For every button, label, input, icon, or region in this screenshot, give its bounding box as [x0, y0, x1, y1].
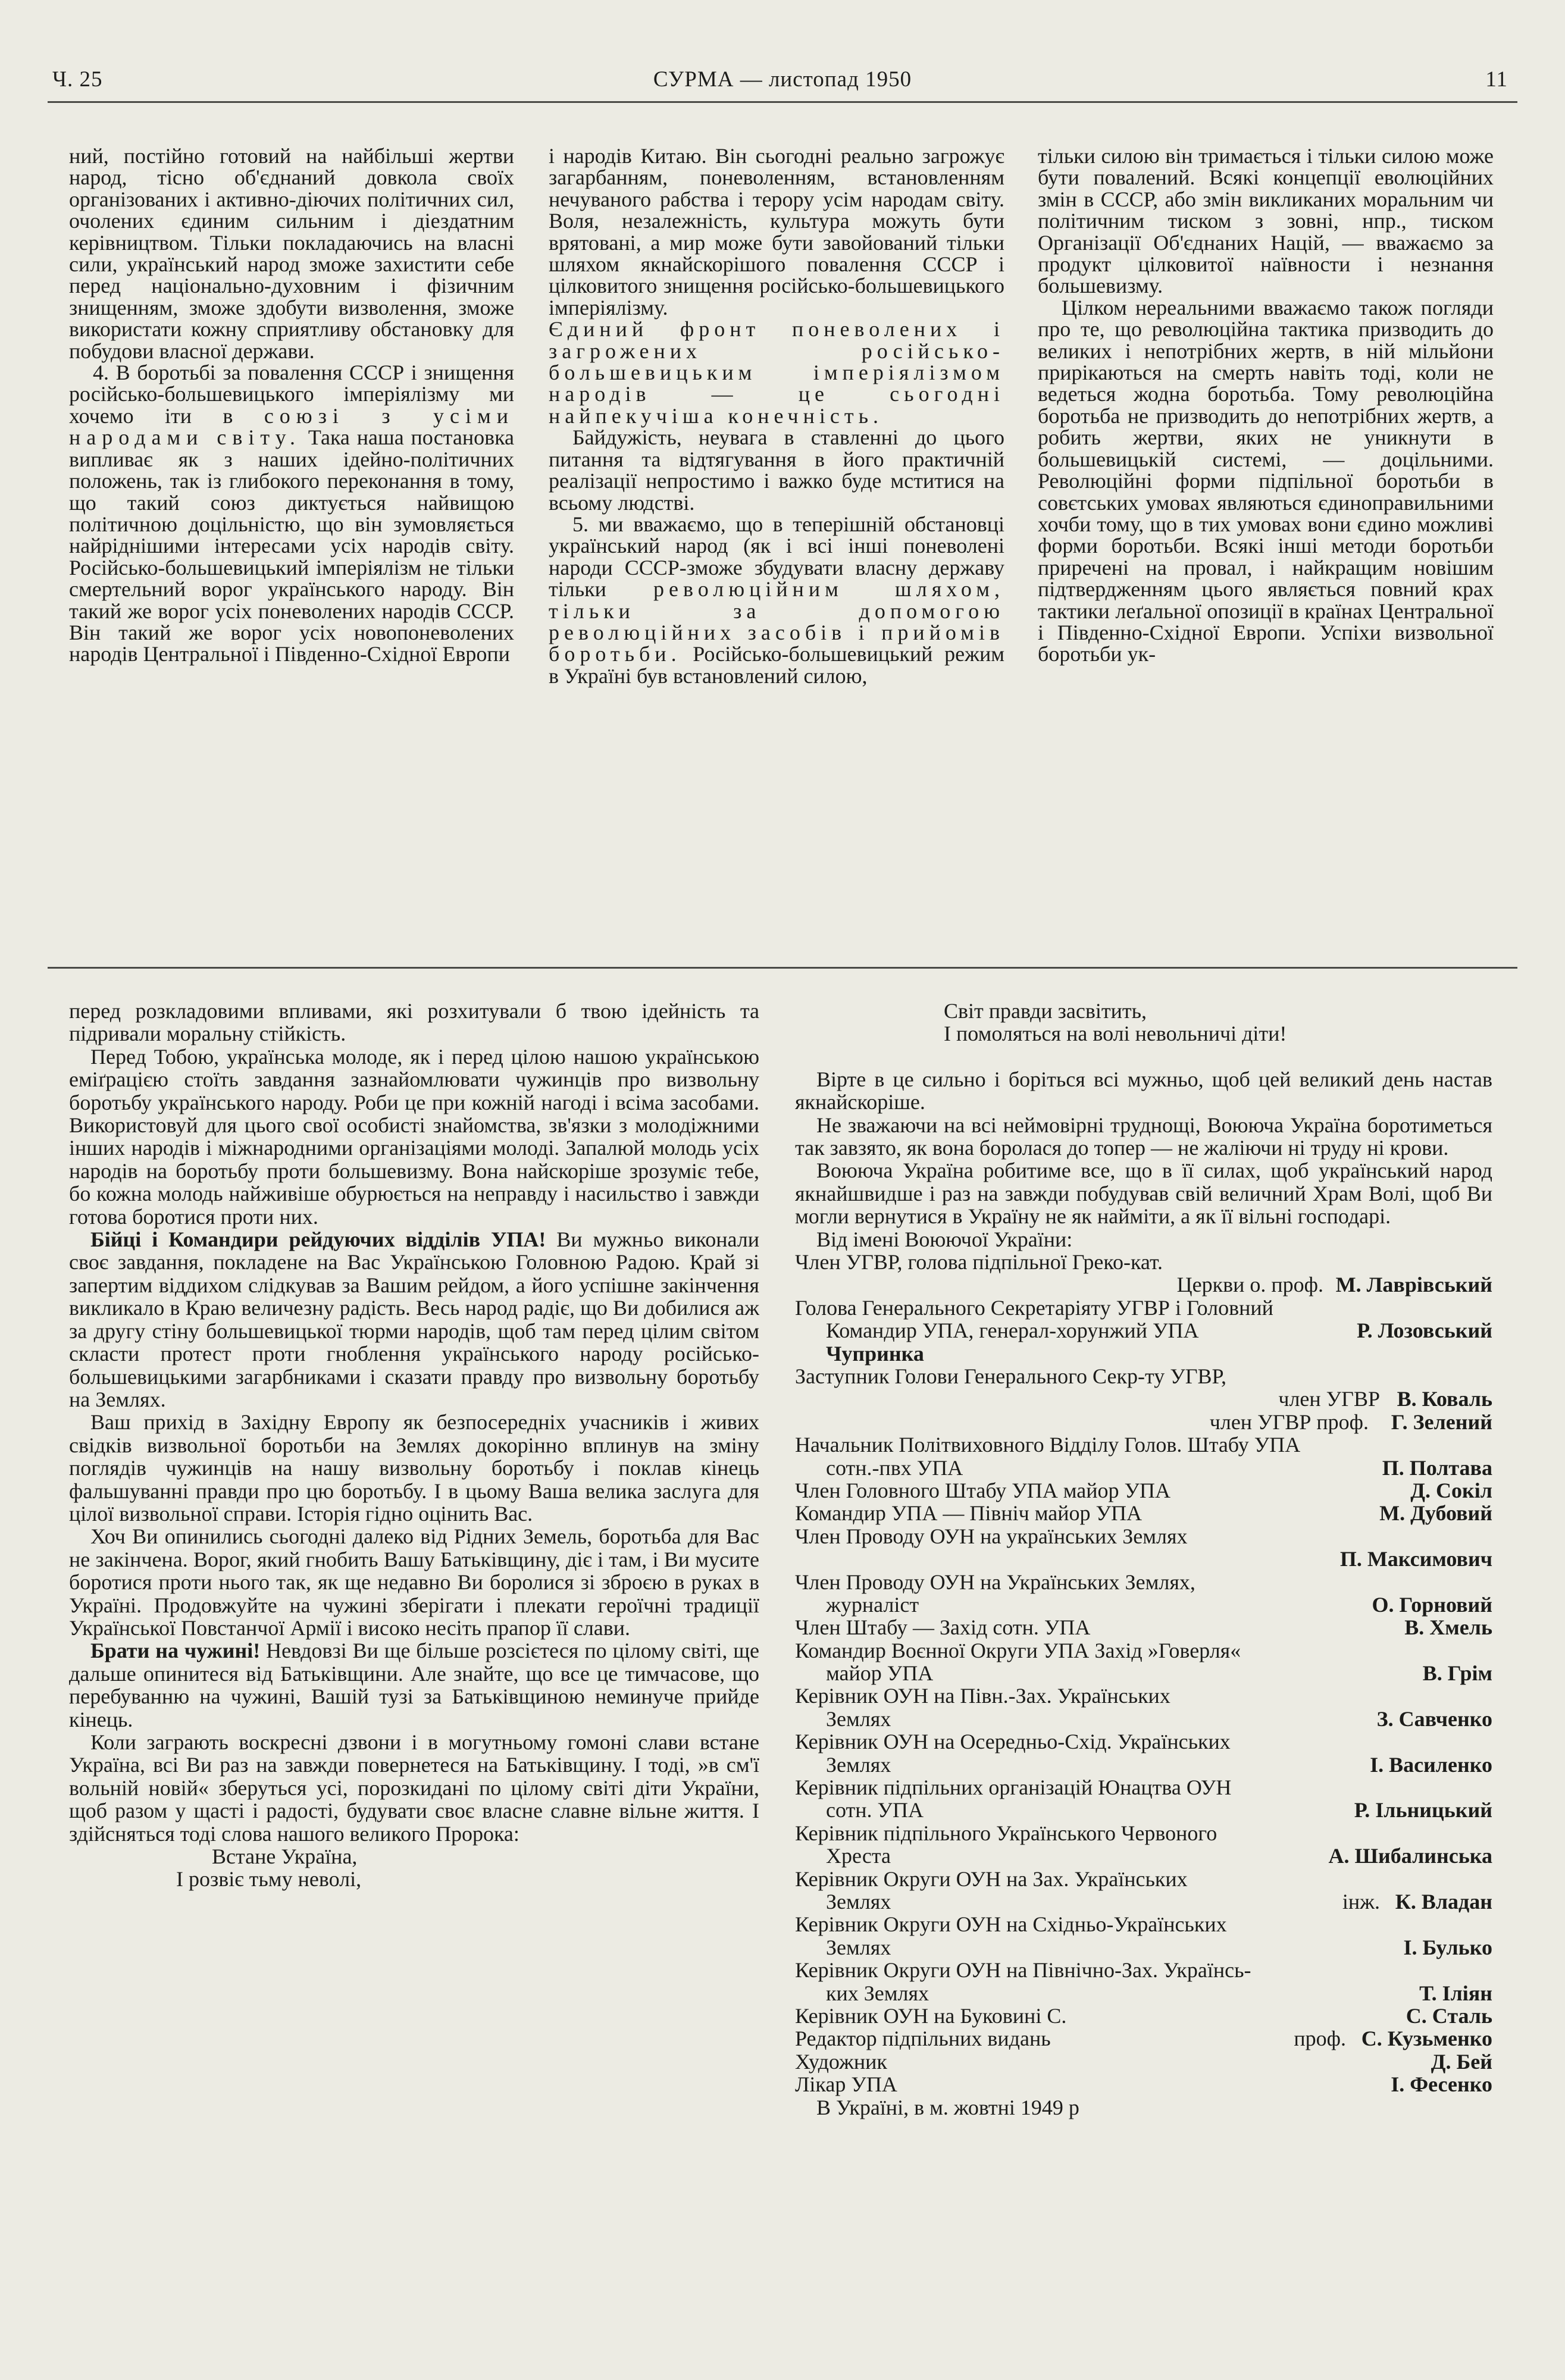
signatory-line — [795, 1571, 1492, 1593]
signatory-role: Член Проводу ОУН на Українських Землях, — [795, 1570, 1195, 1594]
signatory-line — [795, 1844, 1492, 1867]
signatory-line — [795, 1982, 1492, 2005]
signatory-role: Командир УПА — Північ майор УПА — [795, 1501, 1143, 1526]
bottom-column-right — [795, 1000, 1492, 2119]
signatory-line — [795, 1616, 1492, 1639]
signatory-line — [795, 1822, 1492, 1844]
signatory-role: Керівник Округи ОУН на Східньо-Українських — [795, 1912, 1227, 1937]
signatory-name: К. Владан — [1395, 1890, 1492, 1914]
signatory-name: В. Хмель — [1404, 1615, 1492, 1640]
text-run: 4. В боротьбі за повалення СССР і знищення російсько-большевицького імперіялізму ми хочемо іти в — [69, 361, 514, 428]
signatory-line — [795, 1548, 1492, 1570]
signatory-line — [795, 1868, 1492, 1890]
signatory-role: Художник — [795, 2049, 887, 2074]
place-date: В Україні, в м. жовтні 1949 р — [816, 2095, 1079, 2119]
signatory-name: Р. Ільницький — [1354, 1798, 1492, 1822]
poem-line: І помоляться на волі невольничі діти! — [944, 1022, 1287, 1046]
signatory-line — [795, 1959, 1492, 1981]
emphasis-spaced: союзі з усіми народами світу. — [69, 403, 515, 450]
signatory-line — [795, 1365, 1492, 1388]
running-title: СУРМА — листопад 1950 — [653, 67, 912, 92]
signatory-role: Член Штабу — Захід сотн. УПА — [795, 1615, 1091, 1640]
signatory-role: Командир УПА, генерал-хорунжий УПА — [826, 1319, 1199, 1343]
top-column-3 — [1038, 145, 1494, 665]
signatory-name: В. Коваль — [1397, 1387, 1492, 1411]
signatory-name: М. Дубовий — [1379, 1501, 1492, 1526]
bold-heading: Брати на чужині! — [90, 1639, 261, 1663]
signatory-role: Член УГВР, голова підпільної Греко-кат. — [795, 1250, 1163, 1274]
signatory-line — [795, 1433, 1492, 1456]
signatory-role: сотн.-пвх УПА — [826, 1455, 963, 1480]
text-run: Така наша постановка випливає як з наших ідейно-політичних положень, так із глибокого переконання в тому, що такий союз диктується найвищою політичною доцільністю, що він зумовляється найріднішими інтересами усіх народів світу. Російсько-большевицький імперіялізм не тільки смертельний ворог українського народу. Він такий же ворог усіх поневолених народів СССР. Він такий же ворог усіх новопоневолених народів Центральної і Південно-Східної Европи — [69, 425, 515, 666]
signatory-role: Керівник ОУН на Буковині С. — [795, 2003, 1067, 2028]
signatory-role: Землях — [826, 1752, 891, 1777]
signatory-name: М. Лаврівський — [1335, 1273, 1492, 1297]
signatory-role: сотн. УПА — [826, 1798, 924, 1822]
signatory-role: Заступник Голови Генерального Секр-ту УГВР, — [795, 1364, 1227, 1389]
section-rule — [48, 967, 1517, 969]
paragraph: ний, постійно готовий на найбільші жертви народ, тісно об'єднаний довкола своїх організованих і активно-діючих політичних сил, очолених єдиним сильним і діездатним керівництвом. Тільки покладаючись на власні сили, український народ зможе захистити себе перед національно-духовним і фізичним знищенням, зможе здобути визволення, зможе використати кожну сприятливу обстановку для побудови власної держави. — [69, 144, 514, 363]
poem-line: Світ правди засвітить, — [944, 999, 1147, 1023]
poem-line: І розвіє тьму неволі, — [176, 1867, 362, 1892]
signatory-line — [795, 2027, 1492, 2050]
signatory-name: О. Горновий — [1372, 1592, 1492, 1617]
signatory-name: П. Полтава — [1382, 1455, 1492, 1480]
signatory-line — [795, 1273, 1492, 1296]
signatory-line — [795, 1342, 1492, 1365]
signatory-name: Д. Сокіл — [1410, 1478, 1492, 1502]
emphasis-spaced: революційним шляхом, тільки за допомогою революційних засобів і прийомів боротьби. — [549, 577, 1004, 666]
signatory-line — [795, 1388, 1492, 1410]
paragraph — [69, 362, 514, 665]
signatory-name: З. Савченко — [1376, 1706, 1492, 1731]
signatory-role: Хреста — [826, 1844, 891, 1868]
paragraph: Цілком нереальними вважаємо також погляди про те, що революційна тактика призводить до великих і непотрібних жертв, в ній мільйони прирікаються на смерть навіть тоді, коли не ведеться жодна боротьба. Тому революційна боротьба не призводить до непотрібних жертв, а робить жертви, яких не уникнути в большевицькій системі, — доцільними. Революційні форми підпільної боротьби в совєтських умовах являються єдиноправильними хочби тому, що в тих умовах вони єдино можливі форми боротьби. Всякі інші методи боротьби приречені на провал, і найкращим новішим підтвердженням цього являється повний крах тактики леґальної опозиції в країнах Центральної і Південно-Східної Европи. Успіхи визвольної боротьби ук- — [1038, 295, 1494, 666]
signatory-role: Член Головного Штабу УПА майор УПА — [795, 1478, 1171, 1502]
signatory-line — [795, 1297, 1492, 1319]
signatory-title: член УГВР проф. — [1209, 1410, 1369, 1434]
paragraph: Байдужість, неувага в ставленні до цього питання та відтягування в його практичній реалізації непростимо і важко буде мститися на всьому людстві. — [549, 425, 1004, 515]
signatory-line — [795, 1457, 1492, 1479]
signatory-line — [795, 1319, 1492, 1342]
signatory-role: Керівник підпільних організацій Юнацтва ОУН — [795, 1775, 1232, 1800]
signatory-role: Керівник Округи ОУН на Зах. Українських — [795, 1867, 1188, 1891]
signatory-name: Р. Лозовський — [1357, 1319, 1492, 1343]
signatory-name: В. Грім — [1422, 1661, 1492, 1686]
signatory-role: Керівник ОУН на Півн.-Зах. Українських — [795, 1684, 1170, 1708]
signatory-line — [795, 1730, 1492, 1753]
signatory-line — [795, 1525, 1492, 1548]
paragraph — [549, 513, 1004, 687]
paragraph — [69, 1228, 759, 1411]
signatory-name: С. Кузьменко — [1361, 2027, 1492, 2051]
page-number: 11 — [1485, 67, 1508, 92]
header-rule — [48, 101, 1517, 103]
signatory-title: проф. — [1294, 2027, 1346, 2051]
signatory-name: Д. Бей — [1431, 2049, 1492, 2074]
paragraph: Перед Тобою, українська молоде, як і перед цілою нашою українською еміґрацією стоїть завдання зазнайомлювати чужинців про визвольну боротьбу українського народу. Роби це при кожній нагоді і всіма засобами. Використовуй для цього свої особисті знайомства, зв'язки з молодіжними інших народів і міжнародними організаціями молоді. Запалюй молодь усіх народів на боротьбу проти большевизму. Вона найскоріше зрозуміє тебе, бо кожна молодь найживіше обурюється на неправду і насильство і завжди готова боротися проти них. — [69, 1044, 759, 1229]
signatory-name: А. Шибалинська — [1328, 1844, 1492, 1868]
signatory-line — [795, 1913, 1492, 1936]
signatory-role: журналіст — [826, 1592, 919, 1617]
top-column-1 — [69, 145, 514, 665]
bold-heading: Бійці і Командири рейдуючих відділів УПА! — [90, 1227, 546, 1252]
signatory-role: Член Проводу ОУН на українських Землях — [795, 1524, 1188, 1548]
signatory-name: Т. Іліян — [1419, 1981, 1492, 2005]
signatory-line — [795, 1479, 1492, 1502]
signatory-line — [795, 1593, 1492, 1616]
paragraph: і народів Китаю. Він сьогодні реально загрожує загарбанням, поневоленням, встановленням нечуваного рабства і терору усім народам світу. Воля, незалежність, культура можуть бути врятовані, а мир може бути завойований тільки шляхом якнайскорішого повалення СССР і цілковитого знищення російсько-большевицького імперіялізму. — [549, 144, 1004, 320]
signatory-role: Землях — [826, 1935, 891, 1959]
paragraph — [69, 1639, 759, 1731]
signatory-line — [795, 1776, 1492, 1799]
emphasis-paragraph: Єдиний фронт поневолених і загрожених російсько-большевицьким імперіялізмом народів — це сьогодні найпекучіша конечність. — [549, 317, 1004, 428]
paragraph: Не зважаючи на всі неймовірні труднощі, Воююча Україна боротиметься так завзято, як вона боролася до топер — не жаліючи ні труду ні крови. — [795, 1113, 1492, 1160]
text-run: Російсько-большевицький режим в Україні був встановлений силою, — [549, 642, 1004, 688]
paragraph: тільки силою він тримається і тільки силою може бути повалений. Всякі концепції еволюційних змін в СССР, або змін викликаних моральним чи політичним тиском з зовні, нпр., тиском Організації Об'єднаних Націй, — вважаємо за продукт цілковитої наївности і незнання большевизму. — [1038, 144, 1494, 298]
signatory-role: Начальник Політвиховного Відділу Голов. Штабу УПА — [795, 1433, 1301, 1457]
signatory-line — [795, 1411, 1492, 1433]
signatory-role: Командир Воєнної Округи УПА Захід »Говерля« — [795, 1638, 1241, 1662]
signatory-role: майор УПА — [826, 1661, 934, 1686]
text-run: Невдовзі Ви ще більше розсієтеся по цілому світі, ще дальше опинитеся від Батьківщини. Але знайте, що все це тимчасове, що перебуванню на чужині, Вашій тузі за Батьківщиною неминуче прийде кінець. — [69, 1639, 760, 1731]
signatory-line — [795, 1662, 1492, 1684]
paragraph: Ваш прихід в Західну Европу як безпосередніх учасників і живих свідків визвольної боротьби на Землях докорінно вплинув на зміну поглядів чужинців на нашу визвольну боротьбу і поклав кінець фальшуванні правди про цю боротьбу. І в цьому Ваша велика заслуга для цілої визвольної справи. Історія гідно оцінить Вас. — [69, 1410, 759, 1526]
paragraph: Від імені Воюючої України: — [816, 1227, 1073, 1251]
signatory-line — [795, 2050, 1492, 2073]
signatory-name: І. Василенко — [1370, 1752, 1492, 1777]
signatory-role: Голова Генерального Секретаріяту УГВР і Головний — [795, 1295, 1273, 1320]
signatory-name: Г. Зелений — [1391, 1410, 1492, 1434]
signatory-line — [795, 1799, 1492, 1821]
signatory-title: член УГВР — [1278, 1387, 1380, 1411]
paragraph: Хоч Ви опинились сьогодні далеко від Рідних Земель, боротьба для Вас не закінчена. Ворог, який гнобить Вашу Батьківщину, діє і там, і Ви мусите боротися проти нього так, як ще недавно Ви боролися зі зброєю в руках в Україні. Продовжуйте на чужині зберігати і плекати героїчні традиції Української Повстанчої Армії і високо несіть прапор її слави. — [69, 1524, 759, 1640]
signatory-line — [795, 2005, 1492, 2027]
signatory-role: Лікар УПА — [795, 2072, 897, 2097]
signatory-role: Керівник ОУН на Осередньо-Схід. Українських — [795, 1730, 1231, 1754]
signatory-line — [795, 1502, 1492, 1524]
signatory-name: І. Булько — [1403, 1935, 1492, 1959]
paragraph: Вірте в це сильно і боріться всі мужньо, щоб цей великий день настав якнайскоріше. — [795, 1067, 1492, 1114]
signatory-name: П. Максимович — [1339, 1547, 1492, 1571]
text-run: 5. ми вважаємо, що в теперішній обстановці український народ (як і всі інші поневолені народи СССР-зможе збудувати власну державу тільки — [549, 512, 1004, 602]
signatory-line — [795, 1890, 1492, 1913]
signatory-line — [795, 1639, 1492, 1662]
signatory-title: інж. — [1342, 1890, 1380, 1914]
signatory-line — [795, 1753, 1492, 1776]
signatory-line — [795, 1936, 1492, 1959]
signatory-name: С. Сталь — [1406, 2003, 1492, 2028]
text-run: Ви мужньо виконали своє завдання, покладене на Вас Українською Головною Радою. Край зі запертим віддихом слідкував за Вашим рейдом, а його успішне закінчення викликало в Краю величезну радість. Весь народ радіє, що Ви добилися аж за другу стіну большевицької тюрми народів, щоб там перед цілим світом скласти протест проти гноблення українського народу російсько-большевицькими загарбниками і сказати правду про визвольну боротьбу на Землях. — [69, 1227, 760, 1411]
signatory-role: Землях — [826, 1890, 891, 1914]
issue-number: Ч. 25 — [52, 67, 103, 92]
bottom-column-left — [69, 1000, 759, 1891]
signatory-role: Керівник підпільного Українського Червоного — [795, 1821, 1217, 1845]
signatory-title: Церкви о. проф. — [1176, 1273, 1323, 1297]
signatory-role: Керівник Округи ОУН на Північно-Зах. Українсь- — [795, 1958, 1251, 1983]
top-column-2 — [549, 145, 1004, 687]
signatory-name: Чупринка — [826, 1341, 924, 1366]
signatory-role: Землях — [826, 1706, 891, 1731]
signatory-line — [795, 2073, 1492, 2096]
signatory-role: Редактор підпільних видань — [795, 2027, 1051, 2051]
signatory-role: ких Землях — [826, 1981, 929, 2005]
signatories-list — [795, 1251, 1492, 2096]
paragraph: Коли заграють воскресні дзвони і в могутньому гомоні слави встане Україна, всі Ви раз на завжди повернетеся на Батьківщину. І тоді, »в см'ї вольній новій« зберуться усі, порозкидані по цілому світі діти України, щоб разом у щасті і радості, будувати своє власне славне вільне життя. І здійсняться тоді слова нашого великого Пророка: — [69, 1730, 759, 1846]
page-header — [48, 67, 1517, 102]
poem-line: Встане Україна, — [212, 1844, 358, 1869]
paragraph: Воююча Україна робитиме все, що в її силах, щоб український народ якнайшвидше і раз на завжди побудував свій величний Храм Волі, щоб Ви могли вернутися в Україну не як найміти, а як її вільні господарі. — [795, 1158, 1492, 1229]
signatory-name: І. Фесенко — [1391, 2072, 1492, 2097]
signatory-line — [795, 1251, 1492, 1273]
paragraph: перед розкладовими впливами, які розхитували б твою ідейність та підривали моральну стійкість. — [69, 999, 759, 1046]
signatory-line — [795, 1708, 1492, 1730]
signatory-line — [795, 1684, 1492, 1707]
